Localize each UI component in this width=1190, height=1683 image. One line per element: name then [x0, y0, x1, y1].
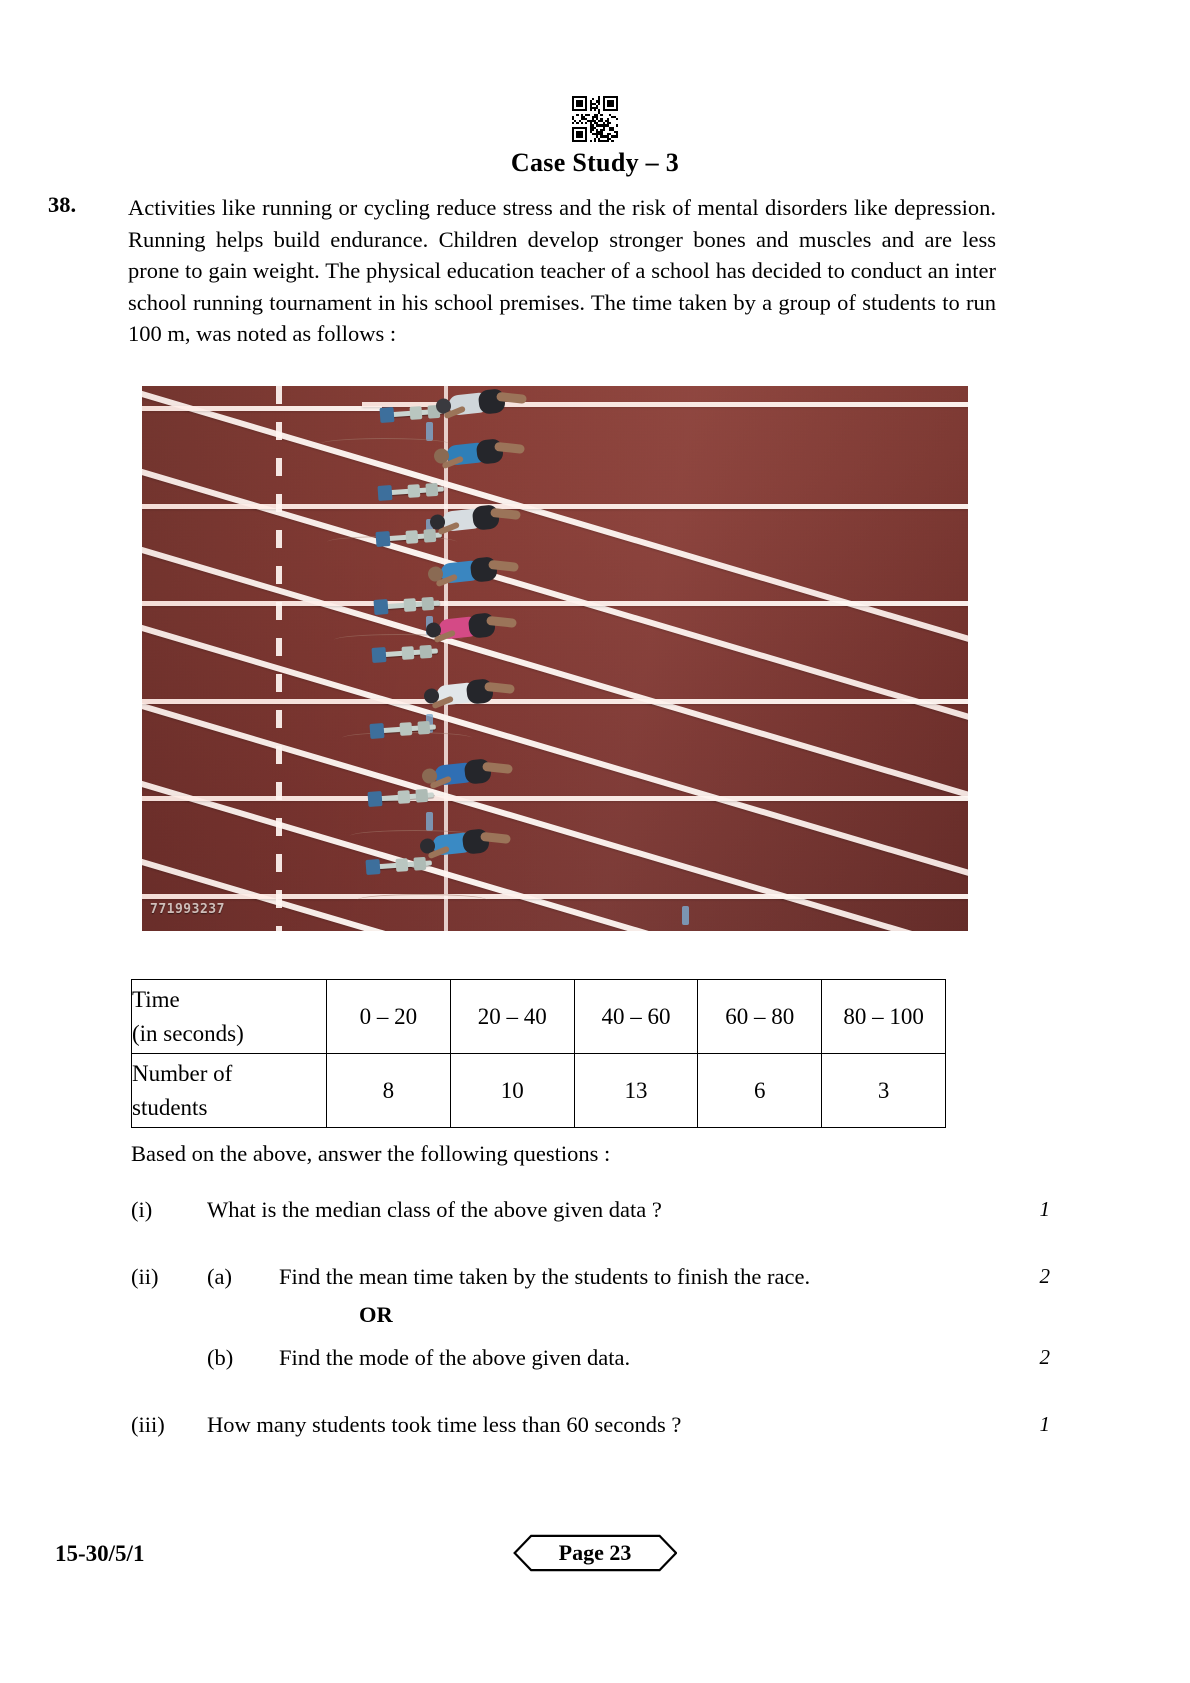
frequency-table-wrapper [131, 979, 946, 1128]
image-watermark: 771993237 [150, 902, 225, 917]
start-line-marker [142, 601, 968, 606]
paper-code: 15-30/5/1 [55, 1541, 145, 1566]
row-header-time [132, 980, 327, 1054]
table-row-time [132, 980, 946, 1054]
start-line-marker [142, 504, 968, 509]
question-text: What is the median class of the above given data ? [207, 1197, 662, 1222]
starting-block [365, 855, 432, 875]
start-line-marker [142, 406, 382, 411]
qr-code-wrapper [0, 96, 1190, 142]
starting-block [377, 481, 444, 501]
question-marks: 1 [1039, 1197, 1050, 1221]
start-line-marker [142, 796, 968, 801]
table-cell-frequency: 6 [698, 1054, 822, 1128]
question-marks: 2 [1039, 1345, 1050, 1369]
question-marks: 1 [1039, 1412, 1050, 1436]
question-label-roman: (i) [131, 1197, 153, 1222]
question-text: Find the mode of the above given data. [279, 1345, 631, 1370]
table-cell-frequency: 10 [450, 1054, 574, 1128]
table-cell-interval: 20 – 40 [450, 980, 574, 1054]
or-separator: OR [359, 1302, 393, 1327]
table-cell-frequency: 8 [327, 1054, 451, 1128]
track-cable [357, 894, 487, 906]
row-header-time-line1: Time [132, 986, 180, 1012]
table-cell-frequency: 13 [574, 1054, 698, 1128]
question-number: 38. [48, 192, 77, 217]
frequency-distribution-table [131, 979, 946, 1128]
question-label-alpha: (b) [207, 1345, 234, 1370]
start-line-marker [142, 894, 968, 899]
table-row-students [132, 1054, 946, 1128]
table-cell-frequency: 3 [822, 1054, 946, 1128]
question-label-roman: (ii) [131, 1264, 159, 1289]
track-cable [320, 438, 450, 450]
qr-code-icon [572, 96, 618, 142]
question-label-roman: (iii) [131, 1412, 165, 1437]
page-number-label: Page 23 [558, 1540, 632, 1565]
question-marks: 2 [1039, 1264, 1050, 1288]
starting-block [373, 595, 440, 615]
start-line-marker [142, 699, 968, 704]
passage-text: Activities like running or cycling reduce stress and the risk of mental disorders like depression. Running helps build endurance. Children develop stronger bones and muscles and are less prone to gain weight. The physical education teacher of a school has decided to conduct an inter school running tournament in his school premises. The time taken by a group of students to run 100 m, was noted as follows : [128, 195, 996, 346]
table-cell-interval: 80 – 100 [822, 980, 946, 1054]
table-cell-interval: 60 – 80 [698, 980, 822, 1054]
table-cell-interval: 40 – 60 [574, 980, 698, 1054]
case-study-heading: Case Study – 3 [510, 148, 680, 177]
question-text: Find the mean time taken by the students to finish the race. [279, 1264, 811, 1289]
starting-block [371, 643, 438, 663]
question-38-block [48, 192, 1048, 350]
row-header-students-line2: students [132, 1094, 208, 1120]
table-cell-interval: 0 – 20 [327, 980, 451, 1054]
page-number-badge [0, 1534, 1190, 1572]
camera-marker [426, 422, 433, 441]
questions-intro-line: Based on the above, answer the following questions : [131, 1141, 611, 1166]
row-header-students [132, 1054, 327, 1128]
row-header-time-line2: (in seconds) [132, 1020, 244, 1046]
track-surface [142, 386, 968, 931]
starting-block [367, 787, 434, 807]
camera-marker [426, 812, 433, 831]
camera-marker [682, 906, 689, 925]
dashed-reference-line [276, 386, 282, 931]
question-text: How many students took time less than 60 seconds ? [207, 1412, 682, 1437]
running-track-figure [142, 386, 968, 931]
question-label-alpha: (a) [207, 1264, 232, 1289]
row-header-students-line1: Number of [132, 1060, 233, 1086]
